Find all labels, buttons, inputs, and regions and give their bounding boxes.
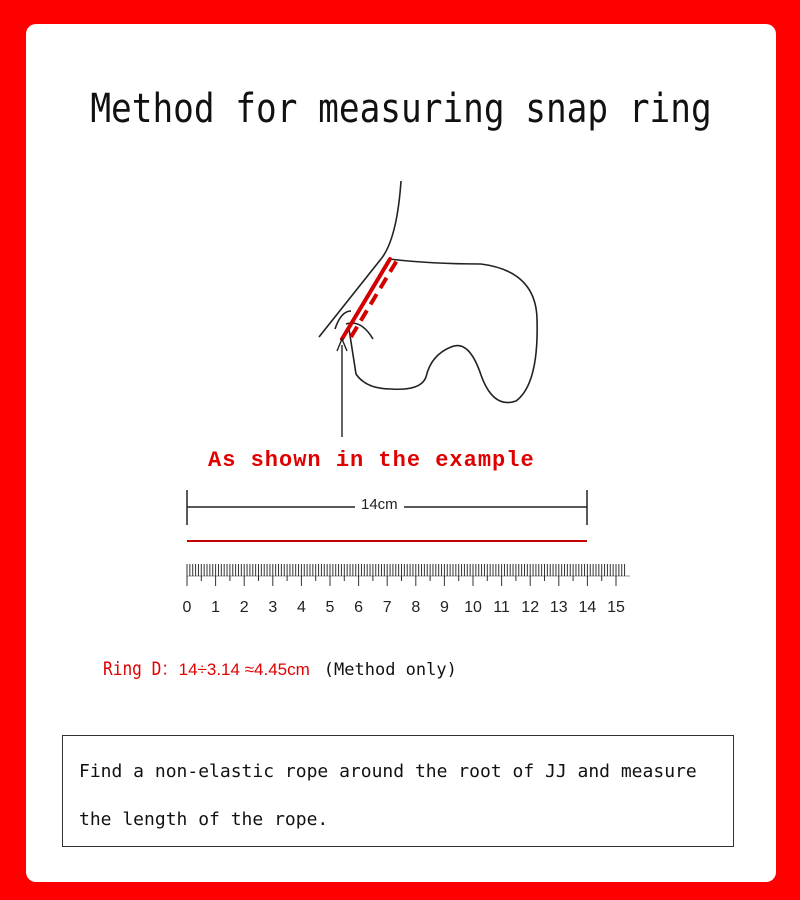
ruler-tick-label: 0 xyxy=(182,599,192,616)
example-caption: As shown in the example xyxy=(208,448,535,473)
ring-formula xyxy=(103,654,457,681)
ruler-tick-label: 4 xyxy=(296,599,306,616)
dimension-line xyxy=(180,485,600,550)
ruler-tick-label: 1 xyxy=(211,599,221,616)
formula-label: Ring D： xyxy=(103,658,178,680)
ruler-tick-label: 15 xyxy=(607,599,625,616)
ruler-tick-label: 13 xyxy=(549,599,568,616)
ruler-tick-label: 8 xyxy=(411,599,421,616)
ruler-tick-label: 12 xyxy=(521,599,540,616)
formula-calculation: 14÷3.14 ≈4.45cm xyxy=(178,660,310,679)
ruler-tick-label: 5 xyxy=(325,599,335,616)
ruler-tick-label: 6 xyxy=(354,599,364,616)
ruler-tick-label: 7 xyxy=(382,599,392,616)
formula-note: (Method only) xyxy=(323,660,457,680)
ruler-tick-label: 3 xyxy=(268,599,278,616)
ruler-tick-label: 10 xyxy=(464,599,482,616)
instruction-box: Find a non-elastic rope around the root of JJ and measure the length of the rope. xyxy=(62,735,734,847)
ruler-tick-label: 9 xyxy=(439,599,449,616)
ruler xyxy=(180,560,640,620)
dimension-label: 14cm xyxy=(355,496,404,513)
ruler-tick-label: 14 xyxy=(578,599,597,616)
measurement-diagram xyxy=(311,179,551,449)
page-title: Method for measuring snap ring xyxy=(90,86,712,132)
ruler-tick-label: 2 xyxy=(239,599,249,616)
ruler-tick-label: 11 xyxy=(493,599,510,616)
